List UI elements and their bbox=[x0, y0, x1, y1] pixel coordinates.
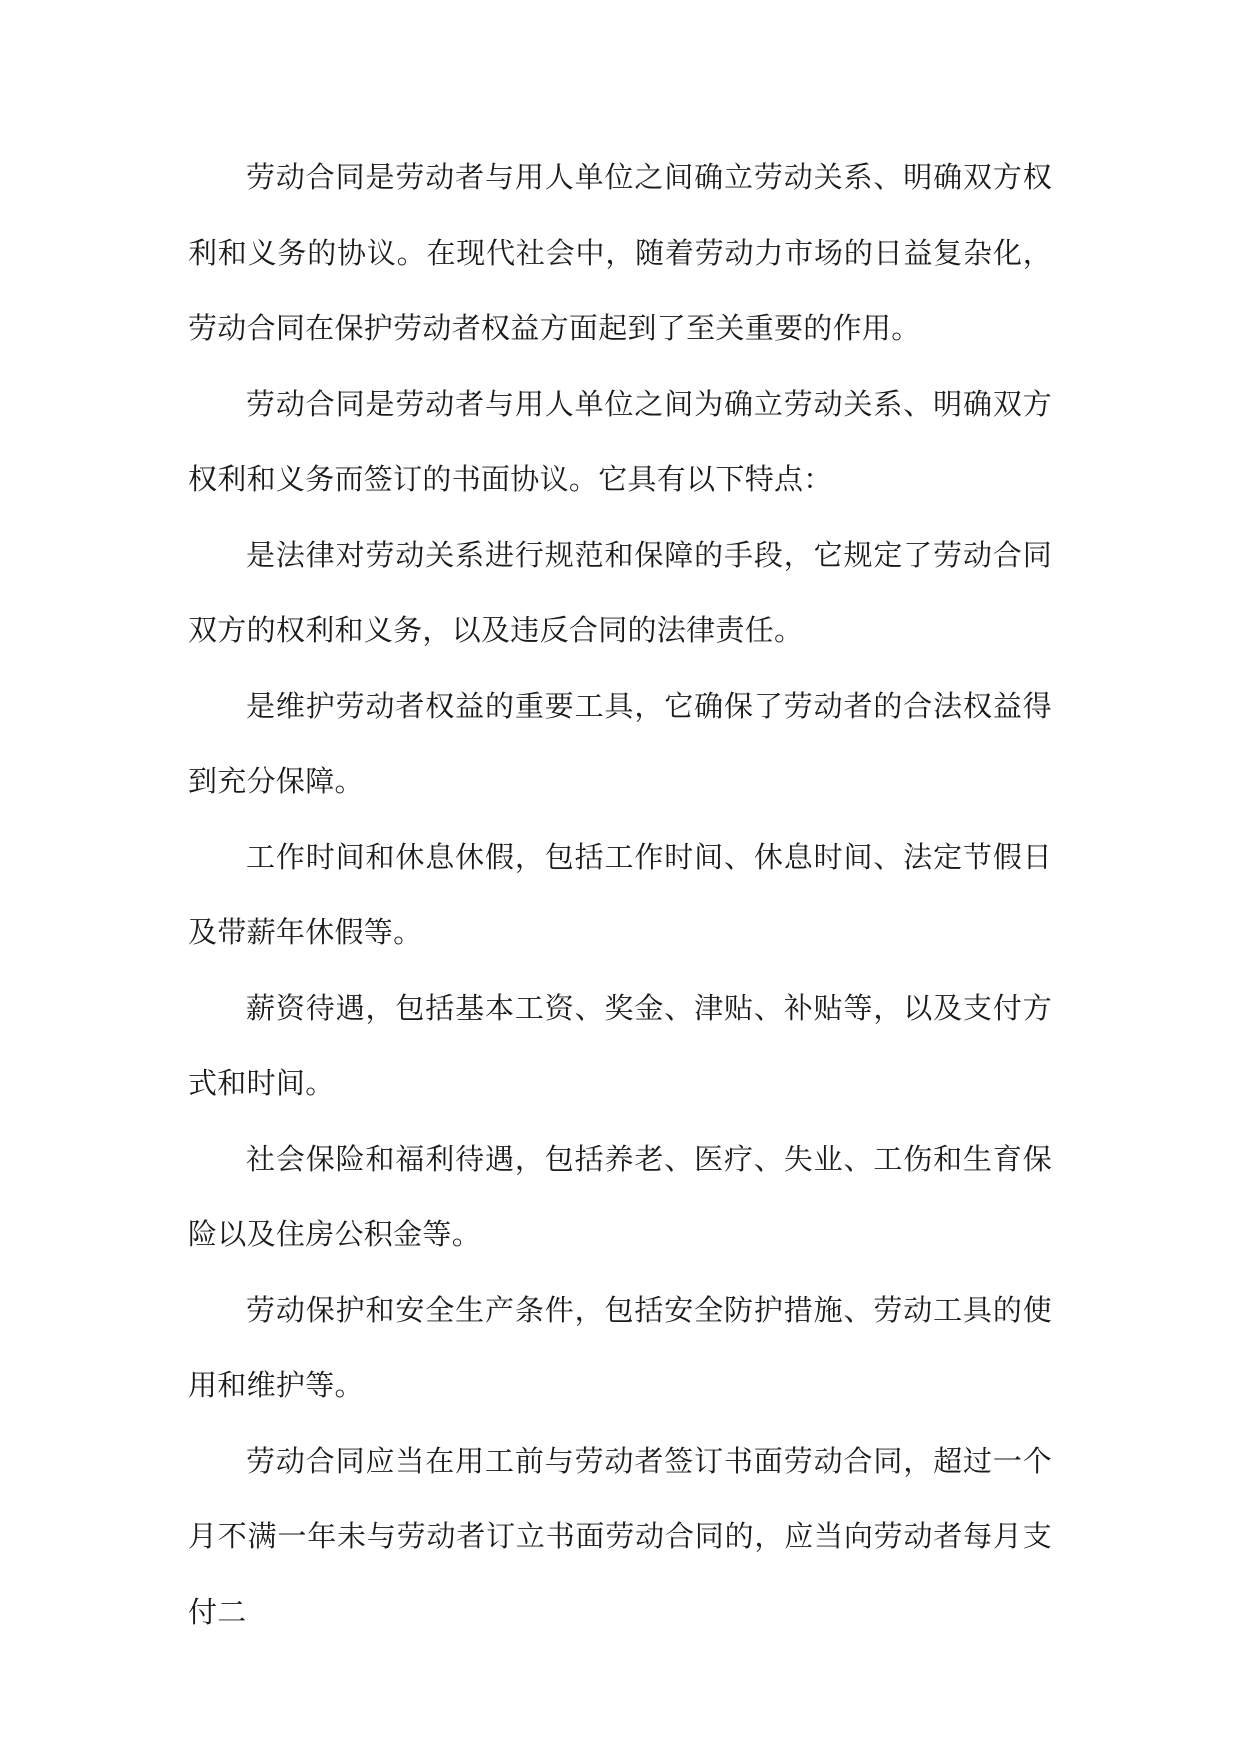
paragraph: 是维护劳动者权益的重要工具，它确保了劳动者的合法权益得到充分保障。 bbox=[188, 688, 1052, 798]
paragraph: 劳动合同是劳动者与用人单位之间为确立劳动关系、明确双方权利和义务而签订的书面协议。它具有以下特点： bbox=[188, 386, 1052, 496]
paragraph: 劳动合同是劳动者与用人单位之间确立劳动关系、明确双方权利和义务的协议。在现代社会中，随着劳动力市场的日益复杂化，劳动合同在保护劳动者权益方面起到了至关重要的作用。 bbox=[188, 160, 1052, 345]
paragraph: 社会保险和福利待遇，包括养老、医疗、失业、工伤和生育保险以及住房公积金等。 bbox=[188, 1141, 1052, 1251]
paragraph: 是法律对劳动关系进行规范和保障的手段，它规定了劳动合同双方的权利和义务，以及违反合同的法律责任。 bbox=[188, 537, 1052, 647]
paragraph: 工作时间和休息休假，包括工作时间、休息时间、法定节假日及带薪年休假等。 bbox=[188, 839, 1052, 949]
paragraph: 薪资待遇，包括基本工资、奖金、津贴、补贴等，以及支付方式和时间。 bbox=[188, 990, 1052, 1100]
paragraph: 劳动保护和安全生产条件，包括安全防护措施、劳动工具的使用和维护等。 bbox=[188, 1292, 1052, 1402]
document-body bbox=[188, 140, 1052, 1650]
paragraph: 劳动合同应当在用工前与劳动者签订书面劳动合同，超过一个月不满一年未与劳动者订立书面劳动合同的，应当向劳动者每月支付二 bbox=[188, 1443, 1052, 1629]
